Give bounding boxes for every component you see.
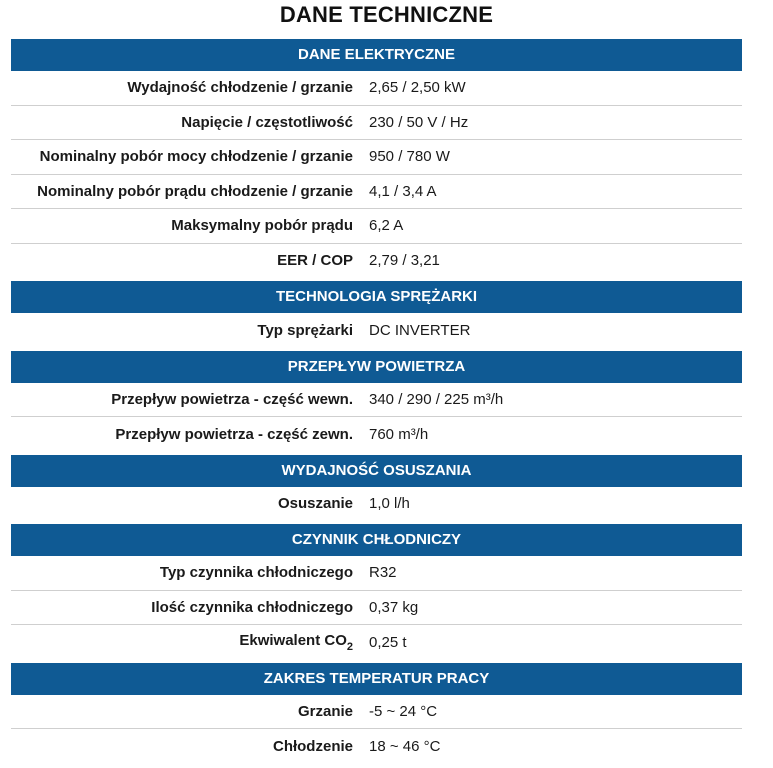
section-header: ZAKRES TEMPERATUR PRACY (11, 663, 742, 695)
section-compressor (11, 281, 742, 348)
table-row (11, 591, 742, 626)
row-label: Wydajność chłodzenie / grzanie (127, 79, 353, 97)
table-row (11, 71, 742, 106)
row-label-text: Ekwiwalent CO (239, 631, 347, 649)
spec-table (11, 39, 742, 764)
row-label: Osuszanie (277, 495, 353, 513)
table-row (11, 106, 742, 141)
row-label: Ilość czynnika chłodniczego (151, 598, 353, 616)
row-value: 760 m³/h (369, 425, 429, 443)
row-value: 0,37 kg (369, 598, 419, 616)
section-refrigerant (11, 524, 742, 660)
row-value: 6,2 A (369, 217, 404, 235)
section-temperature-range (11, 663, 742, 764)
row-label-co2 (11, 632, 369, 653)
section-header: DANE ELEKTRYCZNE (11, 39, 742, 71)
row-value: 1,0 l/h (369, 495, 410, 513)
table-row (11, 244, 742, 279)
row-value: DC INVERTER (369, 321, 471, 339)
section-header: PRZEPŁYW POWIETRZA (11, 351, 742, 383)
row-label: Maksymalny pobór prądu (171, 217, 353, 235)
section-header: WYDAJNOŚĆ OSUSZANIA (11, 455, 742, 487)
table-row (11, 209, 742, 244)
row-value: -5 ~ 24 °C (369, 702, 438, 720)
row-label: Nominalny pobór mocy chłodzenie / grzanie (39, 148, 353, 166)
row-value: R32 (369, 564, 397, 582)
table-row (11, 383, 742, 418)
table-row (11, 487, 742, 522)
table-row (11, 556, 742, 591)
row-value: 0,25 t (369, 633, 407, 651)
row-label-subscript: 2 (346, 640, 353, 653)
row-label: Typ sprężarki (257, 321, 353, 339)
row-label: Przepływ powietrza - część zewn. (115, 425, 353, 443)
row-value: 18 ~ 46 °C (369, 737, 441, 755)
section-airflow (11, 351, 742, 452)
row-label: Typ czynnika chłodniczego (159, 564, 353, 582)
row-value: 230 / 50 V / Hz (369, 113, 469, 131)
row-value: 950 / 780 W (369, 148, 450, 166)
table-row (11, 695, 742, 730)
table-row (11, 175, 742, 210)
table-row (11, 625, 742, 660)
row-label: Chłodzenie (272, 737, 353, 755)
section-header: CZYNNIK CHŁODNICZY (11, 524, 742, 556)
row-label: Napięcie / częstotliwość (181, 113, 353, 131)
section-dehumidification (11, 455, 742, 522)
table-row (11, 140, 742, 175)
row-value: 2,79 / 3,21 (369, 252, 440, 270)
section-electrical (11, 39, 742, 278)
row-value: 340 / 290 / 225 m³/h (369, 390, 504, 408)
section-header: TECHNOLOGIA SPRĘŻARKI (11, 281, 742, 313)
row-value: 2,65 / 2,50 kW (369, 79, 466, 97)
row-value: 4,1 / 3,4 A (369, 182, 437, 200)
table-row (11, 417, 742, 452)
row-label: EER / COP (277, 252, 353, 270)
table-row (11, 313, 742, 348)
row-label: Przepływ powietrza - część wewn. (111, 390, 353, 408)
page-title: DANE TECHNICZNE (279, 2, 494, 27)
row-label: Nominalny pobór prądu chłodzenie / grzanie (37, 182, 353, 200)
row-label: Grzanie (297, 702, 353, 720)
table-row (11, 729, 742, 764)
